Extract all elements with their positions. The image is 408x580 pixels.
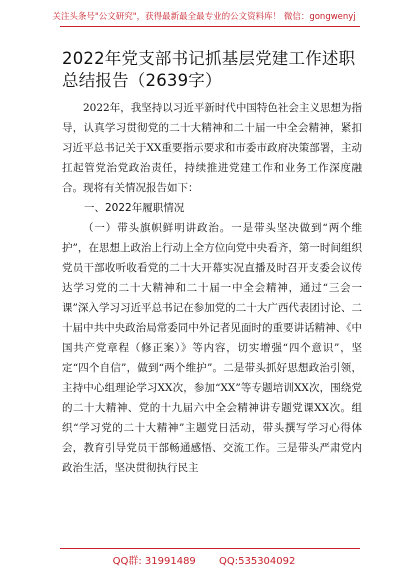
- document-title: 2022年党支部书记抓基层党建工作述职总结报告（2639字）: [62, 49, 356, 90]
- header-divider: [60, 26, 360, 27]
- footer-qq: QQ:535304092: [219, 556, 296, 567]
- footer-divider: [60, 548, 360, 549]
- intro-paragraph: 2022年，我坚持以习近平新时代中国特色社会主义思想为指导，认真学习贯彻党的二十大精神和二十届一中全会精神，紧扣习近平总书记关于XX重要指示要求和市委市政府决策部署，主动扛起管党治党政治责任，持续推进党建工作和业务工作深度融合。现将有关情况报告如下：: [62, 102, 362, 194]
- footer-qq-group: QQ群: 31991489: [112, 556, 196, 567]
- body-paragraph: （一）带头旗帜鲜明讲政治。一是带头坚决做到“两个维护”，在思想上政治上行动上全方位向党中央看齐，第一时间组织党员干部收听收看党的二十大开幕实况直播及时召开支委会议传达学习党的二十大精神和二十届一中全会精神，通过“三会一课”深入学习习近平总书记在参加党的二十大广西代表团讨论、二十届中共中央政治局常委同中外记者见面时的重要讲话精神、《中国共产党章程（修正案）》等内容，切实增强“四个意识”，坚定“四个自信”，做到“两个维护”。二是带头抓好思想政治引领，主持中心组理论学习XX次，参加“XX”等专题培训XX次，围绕党的二十大精神、党的十九届六中全会精神讲专题党课XX次。组织“学习党的二十大精神”主题党日活动，带头撰写学习心得体会，教育引导党员干部畅通感悟、交流工作。三是带头严肃党内政治生活，坚决贯彻执行民主: [62, 222, 362, 474]
- document-page: [62, 48, 362, 478]
- header-banner: 关注头条号"公文研究"，获得最新最全最专业的公文资料库！ 微信：gongwenyj: [52, 12, 356, 22]
- footer: [0, 552, 408, 567]
- section-heading: 一、2022年履职情况: [84, 202, 185, 214]
